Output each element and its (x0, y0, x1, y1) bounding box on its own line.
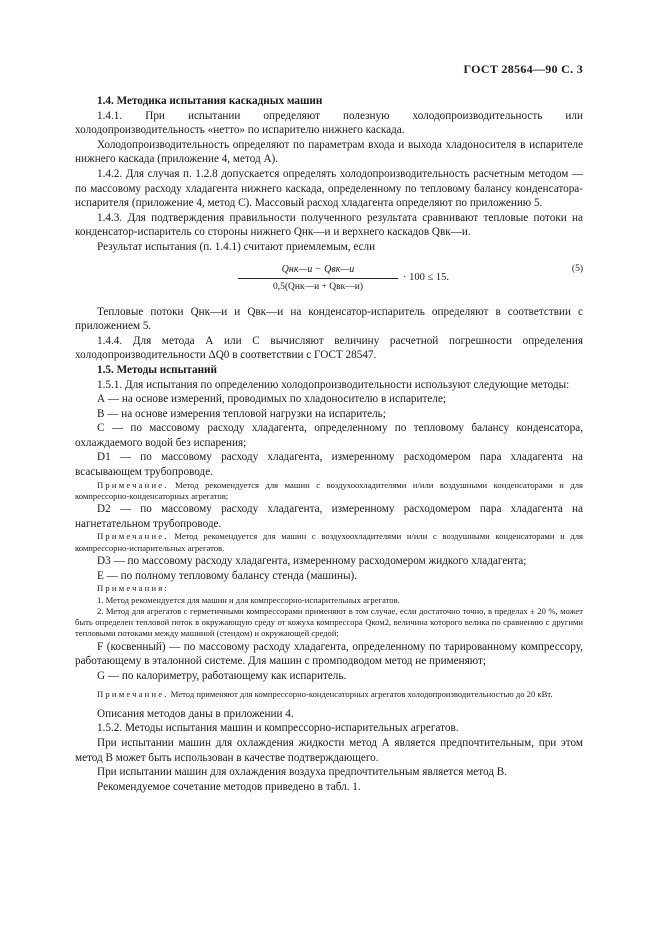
paragraph-1-5-2-b: При испытании машин для охлаждения воздуха предпочтительным является метод В. (97, 766, 508, 779)
method-g: G — по калориметру, работающему как испаритель. (97, 669, 347, 682)
note-e-1: 1. Метод рекомендуется для машин и для компрессорно-испарительных агрегатов. (97, 594, 400, 605)
paragraph-1-5-2-a: При испытании машин для охлаждения жидкости метод А является предпочтительным, при этом метод В может быть использован в качестве подтверждающего. (75, 736, 583, 764)
note-d1 (75, 480, 583, 503)
note-label: Примечание. (97, 689, 169, 700)
note-e-2: 2. Метод для агрегатов с герметичными компрессорами применяют в том случае, если достаточно точно, в пределах ± 20 %, может быть определен тепловой поток в окружающую среду от кожуха компрессора Qком2, величина которого велика по сравнению с другими тепловыми потоками между машиной (стендом) и окружающей средой; (75, 605, 583, 639)
note-g (75, 689, 583, 700)
paragraph-1-5-2-c: Рекомендуемое сочетание методов приведено в табл. 1. (97, 780, 361, 793)
notes-label: Примечания: (97, 583, 170, 594)
paragraph-1-4-4: 1.4.4. Для метода А или С вычисляют величину расчетной погрешности определения холодопроизводительности ΔQ0 в соответствии с ГОСТ 28547. (75, 334, 583, 362)
paragraph-1-5-2: 1.5.2. Методы испытания машин и компрессорно-испарительных агрегатов. (97, 722, 459, 735)
paragraph-heat-flows: Тепловые потоки Qнк—и и Qвк—и на конденсатор-испаритель определяют в соответствии с приложением 5. (75, 305, 583, 333)
formula-5 (75, 257, 583, 299)
paragraph-1-4-3: 1.4.3. Для подтверждения правильности полученного результата сравнивают тепловые потоки на конденсатор-испаритель со стороны нижнего Qнк—и и верхнего каскадов Qвк—и. (75, 211, 583, 239)
note-label: Примечание. (97, 531, 169, 542)
note-text: Метод рекомендуется для машин с воздухоохладителями и/или воздушными конденсаторами и для компрессорно-конденсаторных агрегатов; (75, 479, 583, 501)
section-1-4-title: 1.4. Методика испытания каскадных машин (97, 95, 323, 107)
method-d2: D2 — по массовому расходу хладагента, измеренному расходомером пара хладагента на нагнетательном трубопроводе. (75, 503, 583, 530)
method-d1: D1 — по массовому расходу хладагента, измеренному расходомером пара хладагента на всасывающем трубопроводе. (75, 451, 583, 479)
note-d2 (75, 531, 583, 554)
section-1-5-title: 1.5. Методы испытаний (97, 363, 217, 376)
paragraph-methods-description: Описания методов даны в приложении 4. (97, 707, 294, 720)
formula-rhs: · 100 ≤ 15. (403, 271, 450, 283)
document-body (75, 94, 583, 794)
paragraph-1-4-3-result: Результат испытания (п. 1.4.1) считают приемлемым, если (97, 240, 376, 253)
formula-denominator: 0,5(Qнк—и + Qвк—и) (273, 282, 363, 293)
paragraph-1-4-2: 1.4.2. Для случая п. 1.2.8 допускается определять холодопроизводительность расчетным методом — по массовому расходу хладагента нижнего каскада, определенному по тепловому балансу конденсатора-испарителя (приложение 4, метод С). Массовый расход хладагента определяют по приложению 5. (75, 167, 583, 210)
formula-number: (5) (571, 263, 583, 274)
formula-fraction (238, 263, 398, 295)
paragraph-1-4-1-b: Холодопроизводительность определяют по параметрам входа и выхода хладоносителя в испарителе нижнего каскада (приложение 4, метод А). (75, 138, 583, 166)
note-text: Метод рекомендуется для машин с воздухоохладителями и/или с воздушными конденсаторами и для компрессорно-испарительных агрегатов. (75, 531, 583, 553)
page-header: ГОСТ 28564—90 С. 3 (463, 62, 583, 76)
method-c: С — по массовому расходу хладагента, определенному по тепловому балансу конденсатора, охлаждаемого водой без испарения; (75, 422, 583, 449)
paragraph-1-4-1: 1.4.1. При испытании определяют полезную холодопроизводительность или холодопроизводительность «нетто» по испарителю нижнего каскада. (75, 109, 583, 137)
method-a: А — на основе измерений, проводимых по хладоносителю в испарителе; (97, 393, 447, 406)
method-f: F (косвенный) — по массовому расходу хладагента, определенному по тарированному компрессору, работающему в эталонной системе. Для машин с промподводом метод не применяют; (75, 640, 583, 668)
paragraph-1-5-1: 1.5.1. Для испытания по определению холодопроизводительности используют следующие методы: (97, 378, 570, 391)
method-e: Е — по полному тепловому балансу стенда (машины). (97, 569, 358, 582)
note-text: Метод применяют для компрессорно-конденсаторных агрегатов холодопроизводительностью до 20 кВт. (168, 689, 553, 700)
note-label: Примечание. (97, 479, 169, 490)
method-d3: D3 — по массовому расходу хладагента, измеренному расходомером жидкого хладагента; (97, 555, 527, 568)
formula-numerator: Qнк—и − Qвк—и (238, 263, 398, 280)
method-b: В — на основе измерения тепловой нагрузки на испаритель; (97, 407, 386, 420)
